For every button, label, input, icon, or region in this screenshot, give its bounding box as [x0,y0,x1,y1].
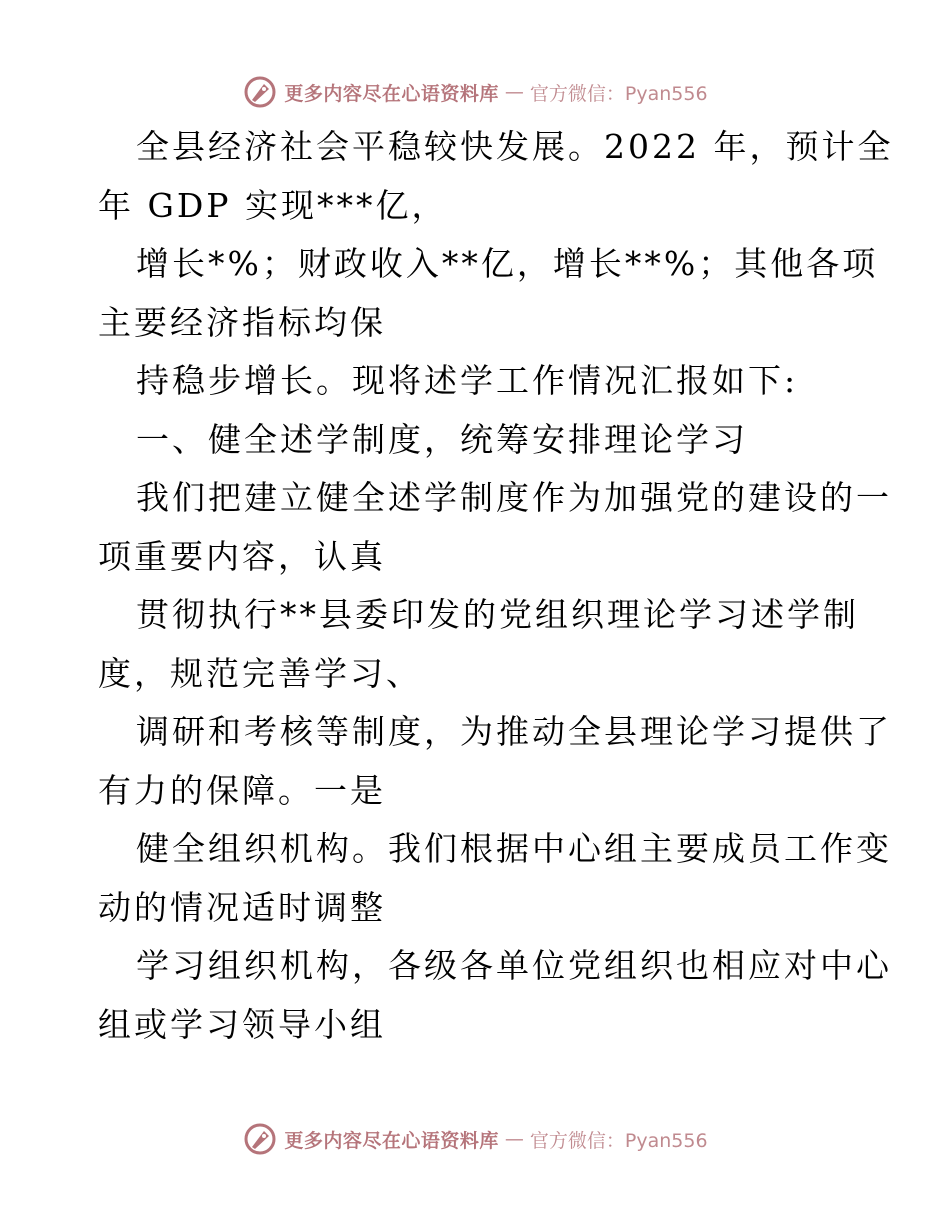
text-line: 有力的保障。一是 [98,770,386,810]
text-line: 组或学习领导小组 [98,1004,386,1044]
watermark-brand-text: 更多内容尽在心语资料库 [284,82,499,105]
text-line: 项重要内容，认真 [98,536,386,576]
text-line: 动的情况适时调整 [98,887,386,927]
pen-nib-logo-icon [242,1121,278,1157]
text-line: 持稳步增长。现将述学工作情况汇报如下: [136,361,799,400]
text-line: 贯彻执行**县委印发的党组织理论学习述学制 [136,595,859,634]
watermark-contact-text: 官方微信：Pyan556 [529,82,708,105]
watermark-dash: — [504,81,524,103]
header-watermark [0,72,950,112]
text-line: 我们把建立健全述学制度作为加强党的建设的一 [136,478,892,517]
footer-watermark [0,1119,950,1159]
text-line: 增长*%；财政收入**亿，增长**%；其他各项 [136,244,879,283]
text-line: 年 GDP 实现***亿， [98,185,448,225]
text-line: 主要经济指标均保 [98,302,386,342]
watermark-dash: — [504,1128,524,1150]
text-line: 学习组织机构，各级各单位党组织也相应对中心 [136,946,892,985]
section-heading: 一、健全述学制度，统筹安排理论学习 [136,419,748,459]
text-line: 调研和考核等制度，为推动全县理论学习提供了 [136,712,892,751]
text-line: 全县经济社会平稳较快发展。2022 年，预计全 [136,127,894,166]
document-body [98,118,894,1054]
watermark-brand-text: 更多内容尽在心语资料库 [284,1129,499,1152]
pen-nib-logo-icon [242,74,278,110]
text-line: 度，规范完善学习、 [98,653,422,693]
text-line: 健全组织机构。我们根据中心组主要成员工作变 [136,829,892,868]
watermark-contact-text: 官方微信：Pyan556 [529,1129,708,1152]
